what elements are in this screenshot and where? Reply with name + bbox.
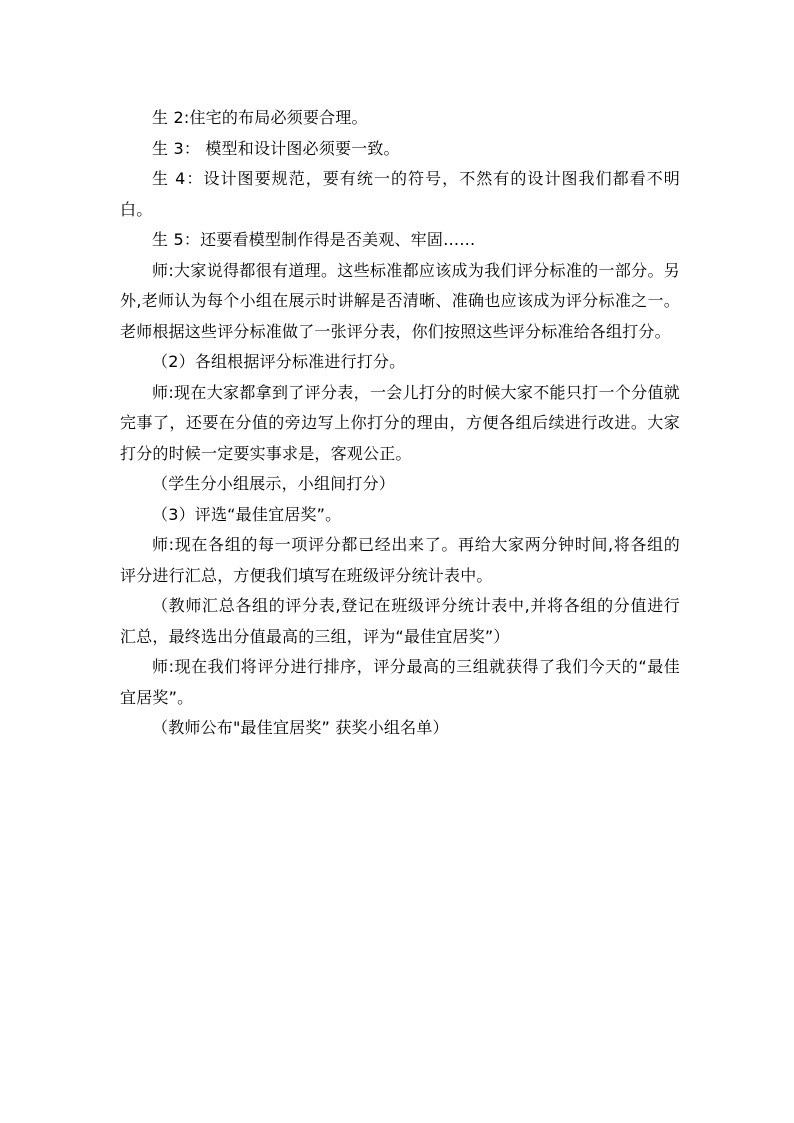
paragraph-teacher-scoring: 师:现在大家都拿到了评分表，一会儿打分的时候大家不能只打一个分值就完事了，还要在分值的旁边写上你打分的理由，方便各组后续进行改进。大家打分的时候一定要实事求是，客观公正。 [120, 382, 680, 463]
paragraph-teacher-summary: 师:现在各组的每一项评分都已经出来了。再给大家两分钟时间,将各组的评分进行汇总，方便我们填写在班级评分统计表中。 [120, 535, 680, 585]
paragraph-student-2: 生 2:住宅的布局必须要合理。 [152, 108, 368, 127]
paragraph-teacher-tally-note: （教师汇总各组的评分表,登记在班级评分统计表中,并将各组的分值进行汇总，最终选出分值最高的三组，评为“最佳宜居奖”） [120, 596, 680, 646]
paragraph-teacher-ranking: 师:现在我们将评分进行排序，评分最高的三组就获得了我们今天的“最佳宜居奖”。 [120, 657, 680, 707]
paragraph-teacher-standards: 师:大家说得都很有道理。这些标准都应该成为我们评分标准的一部分。另外,老师认为每个小组在展示时讲解是否清晰、准确也应该成为评分标准之一。老师根据这些评分标准做了一张评分表，你们按照这些评分标准给各组打分。 [120, 260, 680, 341]
paragraph-step-3-heading: （3）评选“最佳宜居奖”。 [152, 504, 342, 524]
paragraph-award-announcement: （教师公布"最佳宜居奖” 获奖小组名单） [152, 718, 449, 737]
document-page [120, 103, 680, 744]
paragraph-step-2-heading: （2）各组根据评分标准进行打分。 [152, 352, 406, 371]
paragraph-student-4: 生 4：设计图要规范，要有统一的符号，不然有的设计图我们都看不明白。 [120, 169, 680, 219]
paragraph-student-presentation-note: （学生分小组展示，小组间打分） [152, 474, 396, 493]
paragraph-student-5: 生 5：还要看模型制作得是否美观、牢固…… [152, 230, 476, 249]
paragraph-student-3: 生 3： 模型和设计图必须要一致。 [152, 138, 400, 158]
